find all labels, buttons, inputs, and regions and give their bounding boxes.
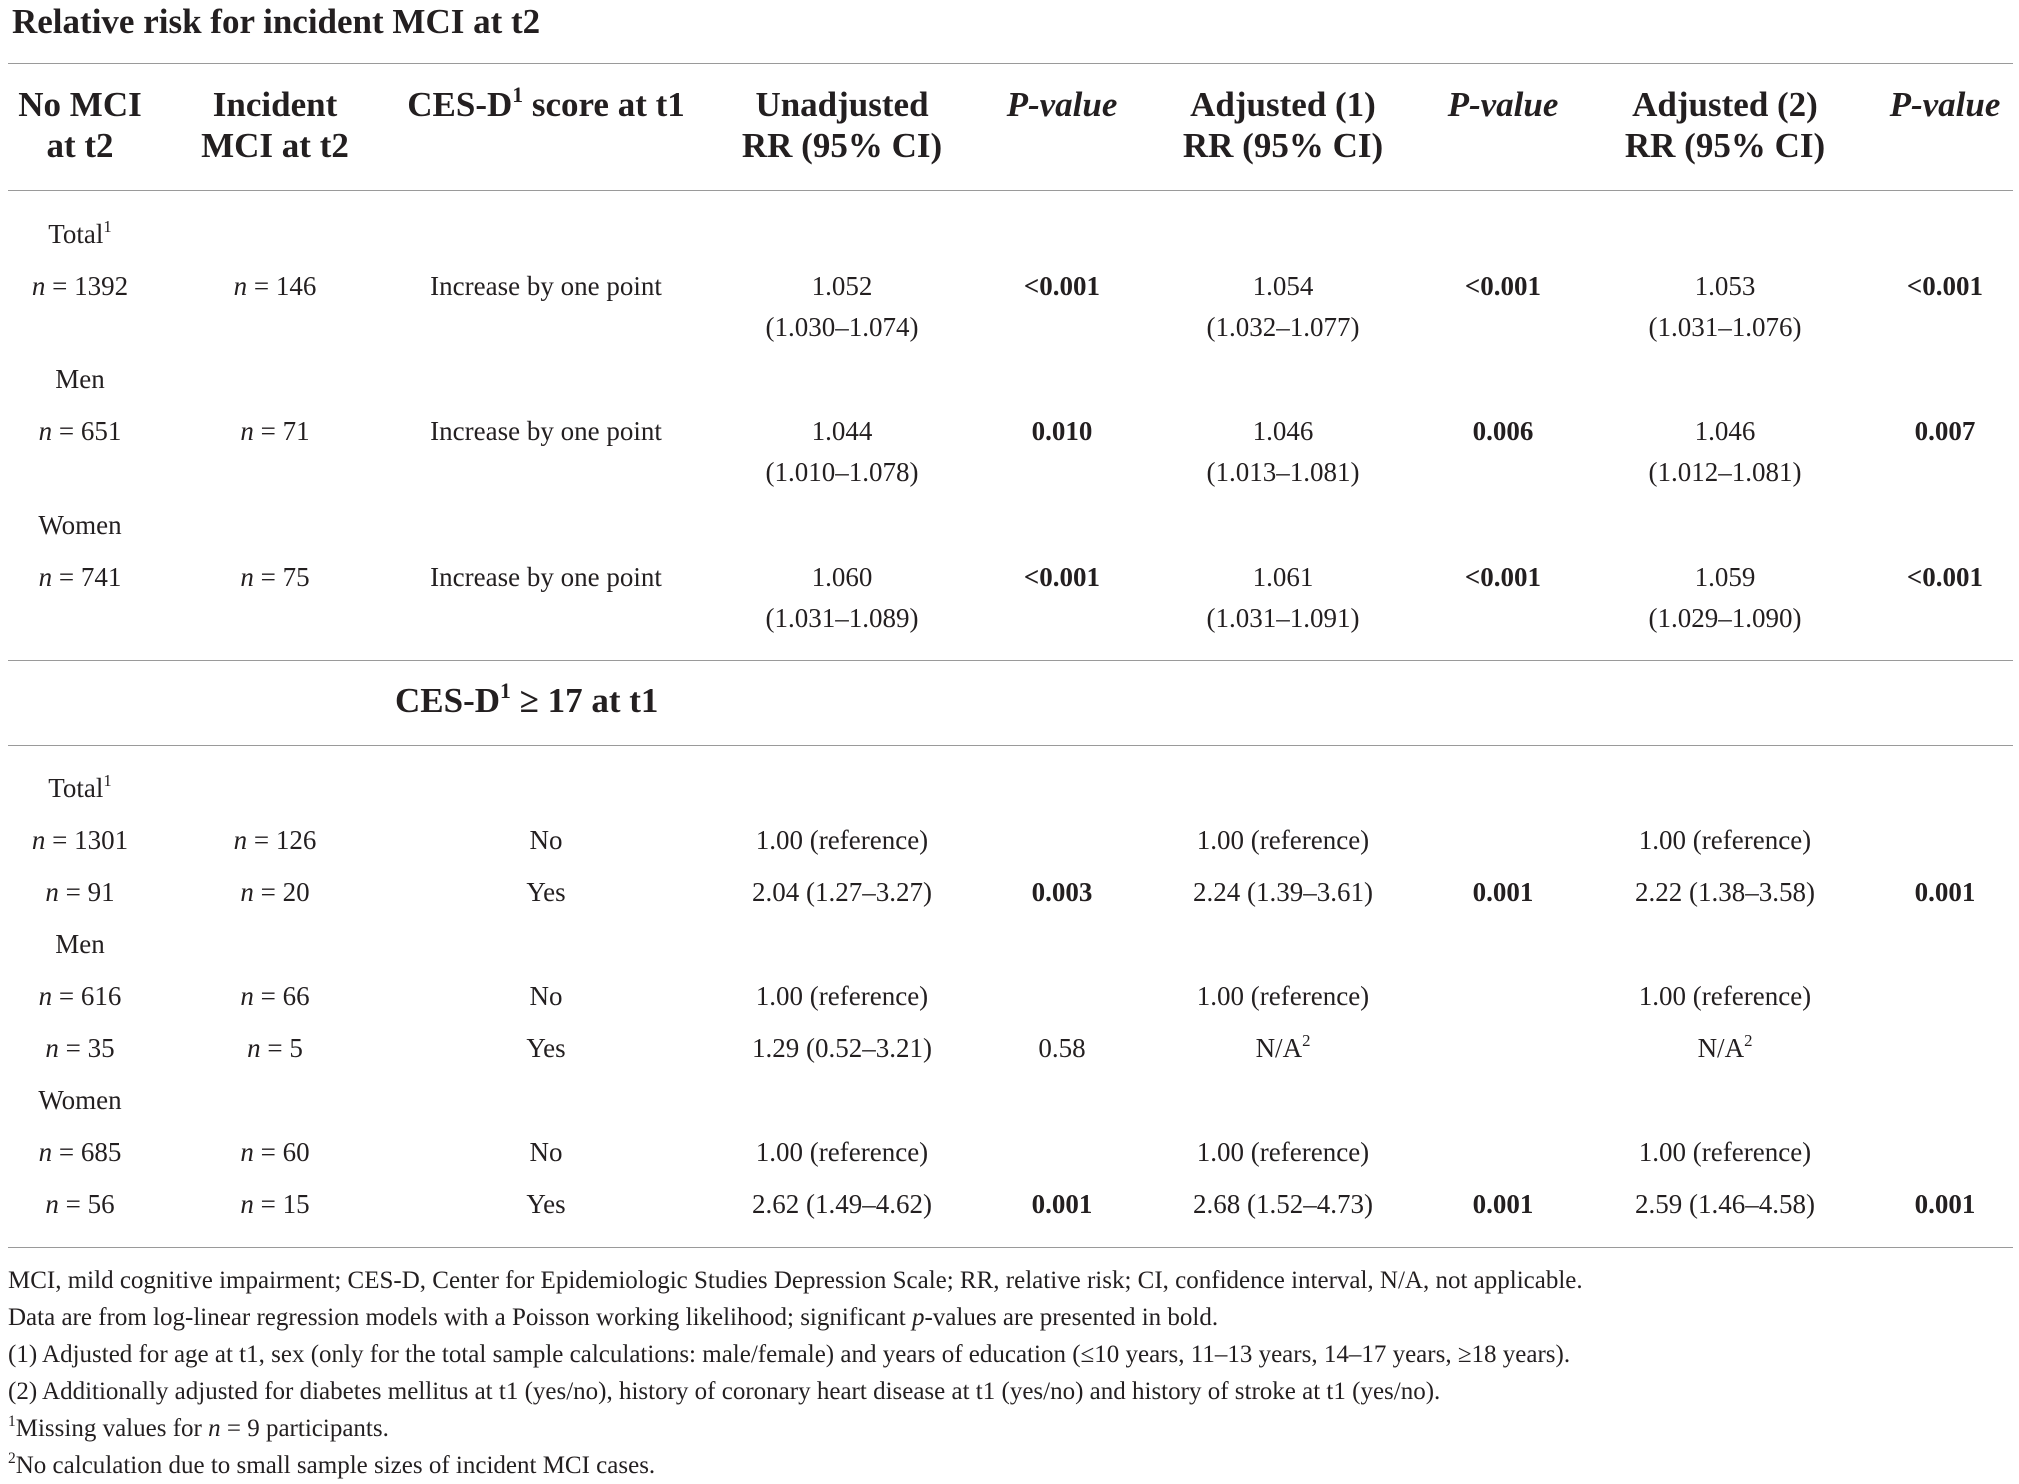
group-label: Total$^1$: [48, 771, 112, 803]
adjusted-2-rr: 1.00 (reference): [1638, 825, 1812, 855]
unadjusted-rr: 1.29 (0.52–3.21): [752, 1033, 932, 1063]
footnote-1: $^1$Missing values for n = 9 participants.: [8, 1412, 389, 1442]
adjusted-2-rr: 1.00 (reference): [1638, 1137, 1812, 1167]
adjusted-2-rr: 1.059: [1694, 562, 1756, 592]
predictor-label: No: [529, 981, 563, 1011]
adjusted-2-ci: (1.012–1.081): [1648, 457, 1802, 487]
p-value-unadjusted: 0.003: [1031, 877, 1093, 907]
adjusted-1-rr: 1.061: [1252, 562, 1314, 592]
group-label: Total$^1$: [48, 217, 112, 249]
n-no-mci: n = 1301: [31, 825, 129, 855]
unadjusted-rr: 1.044: [811, 416, 873, 446]
unadjusted-ci: (1.031–1.089): [765, 603, 919, 633]
n-incident-mci: n = 71: [240, 416, 310, 446]
table-title: Relative risk for incident MCI at t2: [12, 2, 541, 41]
p-value-unadjusted: 0.001: [1031, 1189, 1093, 1219]
n-no-mci: n = 1392: [31, 271, 129, 301]
unadjusted-rr: 2.62 (1.49–4.62): [752, 1189, 932, 1219]
adjusted-1-rr: 2.24 (1.39–3.61): [1193, 877, 1373, 907]
group-label: Men: [55, 929, 105, 959]
adjusted-2-rr: 2.22 (1.38–3.58): [1635, 877, 1815, 907]
p-value-unadjusted: <0.001: [1023, 271, 1101, 301]
unadjusted-rr: 2.04 (1.27–3.27): [752, 877, 932, 907]
n-no-mci: n = 35: [45, 1033, 115, 1063]
adjusted-1-rr: 1.00 (reference): [1196, 1137, 1370, 1167]
predictor-label: Yes: [526, 1189, 566, 1219]
adjusted-1-ci: (1.013–1.081): [1206, 457, 1360, 487]
unadjusted-rr: 1.060: [811, 562, 873, 592]
rule-bottom: [8, 1247, 2013, 1248]
n-incident-mci: n = 126: [233, 825, 317, 855]
predictor-label: Increase by one point: [430, 416, 662, 446]
header-cesd-score: CES-$D^1$ score at t1: [407, 82, 685, 124]
header-unadjusted: Unadjusted RR (95% CI): [741, 85, 943, 165]
adjusted-1-rr: 1.00 (reference): [1196, 825, 1370, 855]
header-adjusted-2: Adjusted (2) RR (95% CI): [1624, 85, 1826, 165]
footnote-2: $^2$No calculation due to small sample sizes of incident MCI cases.: [8, 1449, 656, 1479]
p-value-adjusted-2: 0.001: [1914, 877, 1976, 907]
predictor-label: No: [529, 825, 563, 855]
header-p-value-3: P-value: [1889, 85, 2001, 124]
rule-top: [8, 63, 2013, 64]
adjusted-1-rr: $N/A^2$: [1255, 1031, 1311, 1063]
header-adjusted-1: Adjusted (1) RR (95% CI): [1182, 85, 1384, 165]
adjusted-1-rr: 1.054: [1252, 271, 1314, 301]
group-label: Women: [38, 1085, 122, 1115]
unadjusted-rr: 1.00 (reference): [755, 981, 929, 1011]
p-value-unadjusted: 0.010: [1031, 416, 1093, 446]
predictor-label: Increase by one point: [430, 562, 662, 592]
adjusted-2-rr: 2.59 (1.46–4.58): [1635, 1189, 1815, 1219]
predictor-label: No: [529, 1137, 563, 1167]
footnote-adjusted-2: (2) Additionally adjusted for diabetes mellitus at t1 (yes/no), history of coronary heart disease at t1 (yes/no) and history of stroke at t1 (yes/no).: [8, 1378, 1441, 1405]
unadjusted-rr: 1.052: [811, 271, 873, 301]
n-no-mci: n = 651: [38, 416, 122, 446]
rule-section-heading: [8, 745, 2013, 746]
header-no-mci: No MCI at t2: [18, 85, 142, 165]
n-no-mci: n = 91: [45, 877, 115, 907]
p-value-adjusted-1: 0.001: [1472, 1189, 1534, 1219]
n-incident-mci: n = 20: [240, 877, 310, 907]
adjusted-1-ci: (1.031–1.091): [1206, 603, 1360, 633]
p-value-adjusted-2: <0.001: [1906, 562, 1984, 592]
n-incident-mci: n = 5: [247, 1033, 303, 1063]
n-no-mci: n = 56: [45, 1189, 115, 1219]
p-value-adjusted-2: <0.001: [1906, 271, 1984, 301]
n-incident-mci: n = 75: [240, 562, 310, 592]
unadjusted-rr: 1.00 (reference): [755, 1137, 929, 1167]
predictor-label: Yes: [526, 877, 566, 907]
rule-header: [8, 190, 2013, 191]
p-value-adjusted-1: 0.001: [1472, 877, 1534, 907]
p-value-adjusted-2: 0.007: [1914, 416, 1976, 446]
adjusted-1-rr: 2.68 (1.52–4.73): [1193, 1189, 1373, 1219]
adjusted-2-ci: (1.031–1.076): [1648, 312, 1802, 342]
n-incident-mci: n = 15: [240, 1189, 310, 1219]
footnote-abbreviations: MCI, mild cognitive impairment; CES-D, Center for Epidemiologic Studies Depression Scale; RR, relative risk; CI, confidence interval, N/A, not applicable.: [8, 1267, 1583, 1294]
unadjusted-rr: 1.00 (reference): [755, 825, 929, 855]
p-value-unadjusted: 0.58: [1038, 1033, 1086, 1063]
adjusted-2-rr: $N/A^2$: [1697, 1031, 1753, 1063]
group-label: Women: [38, 510, 122, 540]
group-label: Men: [55, 364, 105, 394]
adjusted-1-rr: 1.00 (reference): [1196, 981, 1370, 1011]
p-value-adjusted-1: <0.001: [1464, 562, 1542, 592]
adjusted-1-ci: (1.032–1.077): [1206, 312, 1360, 342]
p-value-adjusted-1: <0.001: [1464, 271, 1542, 301]
footnote-data-source: Data are from log-linear regression models with a Poisson working likelihood; significant p-values are presented in bold.: [8, 1304, 1219, 1331]
p-value-adjusted-1: 0.006: [1472, 416, 1534, 446]
adjusted-2-rr: 1.00 (reference): [1638, 981, 1812, 1011]
n-no-mci: n = 741: [38, 562, 122, 592]
header-incident-mci: Incident MCI at t2: [201, 85, 349, 165]
p-value-adjusted-2: 0.001: [1914, 1189, 1976, 1219]
adjusted-2-ci: (1.029–1.090): [1648, 603, 1802, 633]
adjusted-1-rr: 1.046: [1252, 416, 1314, 446]
p-value-unadjusted: <0.001: [1023, 562, 1101, 592]
n-incident-mci: n = 146: [233, 271, 317, 301]
n-incident-mci: n = 66: [240, 981, 310, 1011]
predictor-label: Yes: [526, 1033, 566, 1063]
n-no-mci: n = 685: [38, 1137, 122, 1167]
predictor-label: Increase by one point: [430, 271, 662, 301]
adjusted-2-rr: 1.046: [1694, 416, 1756, 446]
footnote-adjusted-1: (1) Adjusted for age at t1, sex (only for the total sample calculations: male/female) and years of education (≤10 years, 11–13 years, 14–17 years, ≥18 years).: [8, 1341, 1571, 1368]
section-heading-cesd-17: CES-$D^1 \ge 17$ at t1: [395, 678, 659, 720]
unadjusted-ci: (1.010–1.078): [765, 457, 919, 487]
unadjusted-ci: (1.030–1.074): [765, 312, 919, 342]
n-no-mci: n = 616: [38, 981, 122, 1011]
n-incident-mci: n = 60: [240, 1137, 310, 1167]
header-p-value-1: P-value: [1006, 85, 1118, 124]
rule-section: [8, 660, 2013, 661]
header-p-value-2: P-value: [1447, 85, 1559, 124]
adjusted-2-rr: 1.053: [1694, 271, 1756, 301]
